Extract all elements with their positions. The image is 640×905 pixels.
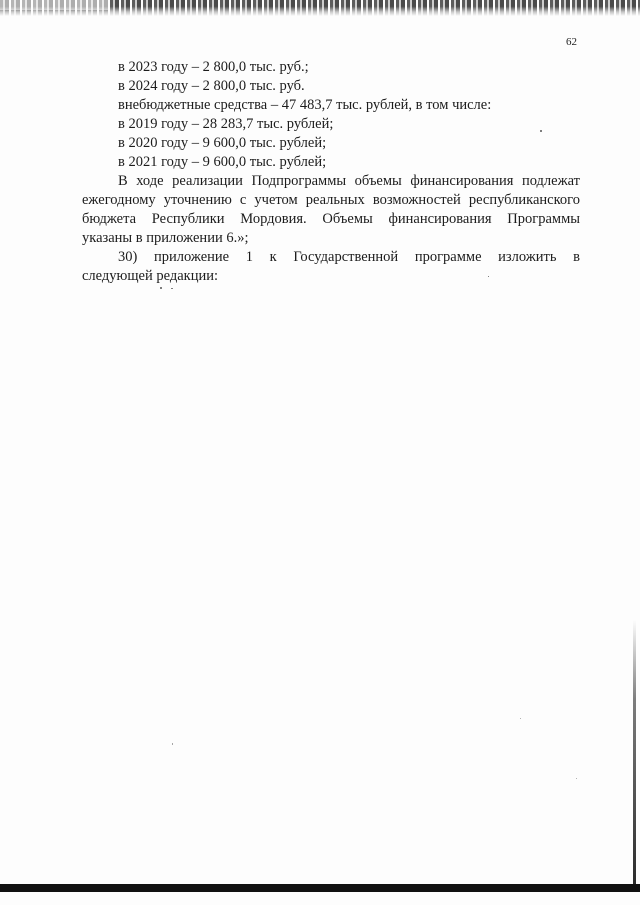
- financing-paragraph-line-3: бюджета Республики Мордовия. Объемы финансирования Программы: [82, 211, 580, 227]
- appendix-paragraph-line-2: следующей редакции:: [82, 268, 219, 284]
- funding-line-2024: в 2024 году – 2 800,0 тыс. руб.: [118, 78, 305, 94]
- appendix-paragraph-line-1: 30) приложение 1 к Государственной программе изложить в: [118, 249, 580, 265]
- scan-speck: [576, 778, 577, 779]
- financing-paragraph-line-4: указаны в приложении 6.»;: [82, 230, 249, 246]
- scan-speck: [160, 287, 162, 289]
- scan-speck: [172, 743, 173, 745]
- page-number: 62: [566, 36, 577, 48]
- extrabudgetary-funds-line: внебюджетные средства – 47 483,7 тыс. рублей, в том числе:: [118, 97, 492, 113]
- extrabudgetary-line-2021: в 2021 году – 9 600,0 тыс. рублей;: [118, 154, 327, 170]
- scan-artifact-right: [633, 620, 636, 884]
- extrabudgetary-line-2020: в 2020 году – 9 600,0 тыс. рублей;: [118, 135, 327, 151]
- scan-speck: [520, 718, 521, 719]
- extrabudgetary-line-2019: в 2019 году – 28 283,7 тыс. рублей;: [118, 116, 334, 132]
- scan-speck: [540, 130, 542, 132]
- scan-artifact-top-light: [0, 0, 110, 10]
- scan-artifact-bottom: [0, 884, 640, 892]
- financing-paragraph-line-1: В ходе реализации Подпрограммы объемы финансирования подлежат: [118, 173, 580, 189]
- funding-line-2023: в 2023 году – 2 800,0 тыс. руб.;: [118, 59, 309, 75]
- scan-speck: [171, 288, 173, 289]
- financing-paragraph-line-2: ежегодному уточнению с учетом реальных возможностей республиканского: [82, 192, 580, 208]
- scan-speck: [488, 276, 489, 277]
